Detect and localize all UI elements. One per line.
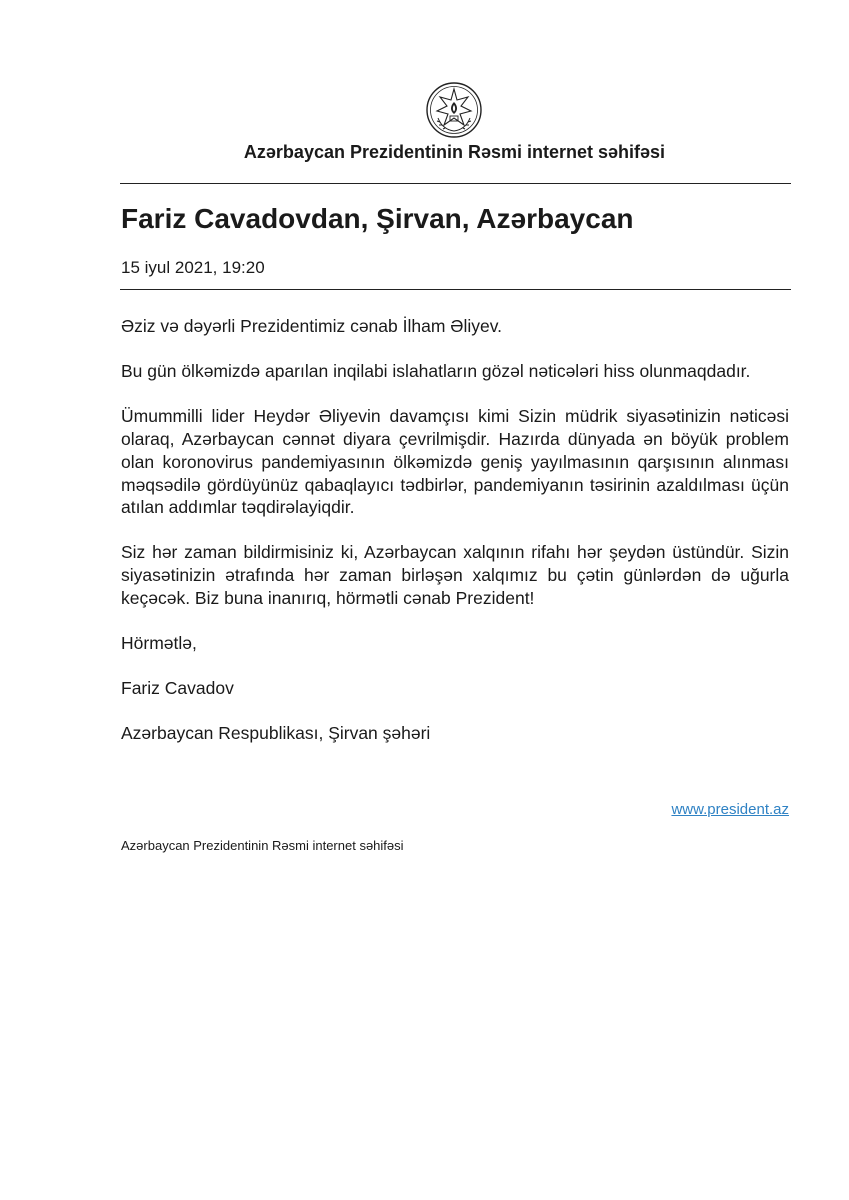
article-title: Fariz Cavadovdan, Şirvan, Azərbaycan <box>121 203 634 234</box>
author-name: Fariz Cavadov <box>121 678 234 699</box>
header-divider <box>120 183 791 184</box>
article-paragraph: Siz hər zaman bildirmisiniz ki, Azərbaycan xalqının rifahı hər şeydən üstündür. Sizin siyasətinizin ətrafında hər zaman birləşən xalqımız bu çətin günlərdən də uğurla keçəcək. Biz buna inanırıq, hörmətli cənab Prezident! <box>121 542 789 608</box>
article-date: 15 iyul 2021, 19:20 <box>121 258 265 277</box>
source-link[interactable]: www.president.az <box>671 801 789 818</box>
article-body <box>121 315 789 768</box>
azerbaijan-state-emblem-icon <box>424 80 484 140</box>
closing-salutation: Hörmətlə, <box>121 633 197 654</box>
footer-site-name: Azərbaycan Prezidentinin Rəsmi internet səhifəsi <box>121 838 404 853</box>
article-paragraph: Ümummilli lider Heydər Əliyevin davamçısı kimi Sizin müdrik siyasətinizin nəticəsi olaraq, Azərbaycan cənnət diyara çevrilmişdir. Hazırda dünyada ən böyük problem olan koronovirus pandemiyasının ölkəmizdə geniş yayılmasının qarşısının alınması məqsədilə gördüyünüz qabaqlayıcı tədbirlər, pandemiyanın təsirinin azaldılması üçün atılan addımlar təqdirəlayiqdir. <box>121 406 789 518</box>
article-paragraph: Əziz və dəyərli Prezidentimiz cənab İlham Əliyev. <box>121 316 503 336</box>
author-location: Azərbaycan Respublikası, Şirvan şəhəri <box>121 723 431 744</box>
article-paragraph: Bu gün ölkəmizdə aparılan inqilabi islahatların gözəl nəticələri hiss olunmaqdadır. <box>121 361 751 382</box>
title-divider <box>120 289 791 290</box>
site-header-title: Azərbaycan Prezidentinin Rəsmi internet səhifəsi <box>243 142 666 162</box>
